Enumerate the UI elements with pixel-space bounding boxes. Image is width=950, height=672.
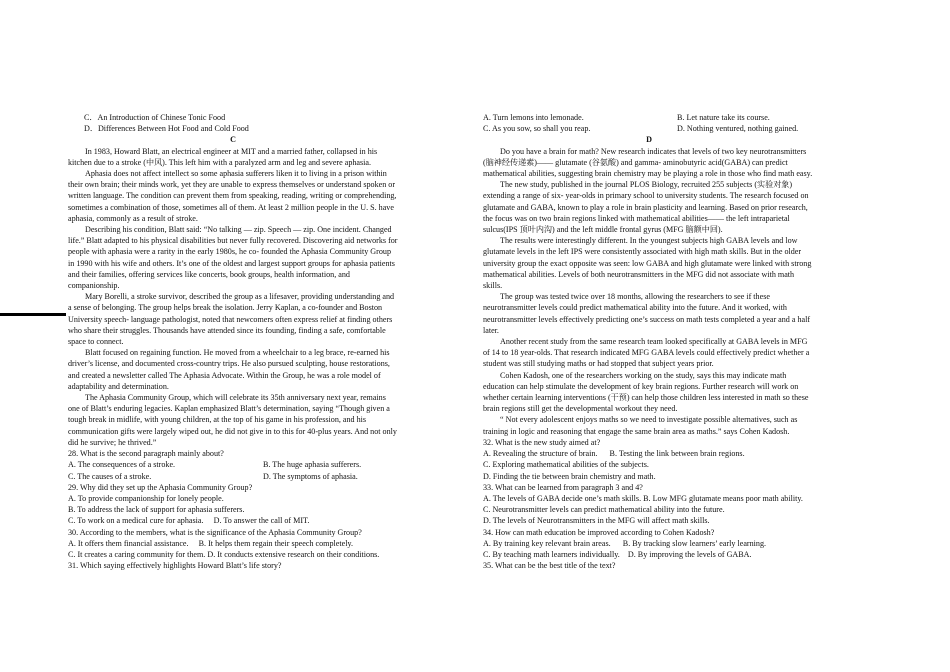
section-c-paragraph: In 1983, Howard Blatt, an electrical engineer at MIT and a married father, collapsed in his kitchen due to a stroke (中风). This left him with a paralyzed arm and leg and severe aphasia. [68, 146, 378, 167]
q29-option-b: B. To address the lack of support for aphasia sufferers. [68, 505, 245, 515]
q31-option-d: D. Nothing ventured, nothing gained. [677, 124, 799, 134]
q33-option-c: C. Neurotransmitter levels can predict mathematical ability into the future. [483, 505, 725, 515]
question-35: 35. What can be the best title of the text? [483, 561, 616, 571]
q32-option-d: D. Finding the tie between brain chemistry and math. [483, 471, 656, 481]
question-31: 31. Which saying effectively highlights Howard Blatt’s life story? [68, 561, 282, 571]
q30-options-ab: A. It offers them financial assistance. B. It helps them regain their speech completely. [68, 538, 353, 548]
section-c-paragraph: Blatt focused on regaining function. He moved from a wheelchair to a leg brace, re-earned his driver’s license, and documented cross-country trips. He also pursued sculpting, house restorations, and created a newsletter called The Aphasia Advocate. Within the Group, he was a role model of adaptability and determination. [68, 348, 390, 391]
q33-options-ab: A. The levels of GABA decide one’s math skills. B. Low MFG glutamate means poor math ability. [483, 493, 803, 503]
q32-options-ab: A. Revealing the structure of brain. B. Testing the link between brain regions. [483, 449, 745, 459]
question-32: 32. What is the new study aimed at? [483, 437, 601, 447]
section-d-paragraph: The results were interestingly different. In the youngest subjects high GABA levels and low glutamate levels in the left IPS were consistently associated with high math skills. But in the older university group the exact opposite was seen: low GABA and high glutamate were linked with strong mathematical abilities. Levels of both neurotransmitters in the MFG did not associate with math skills. [483, 236, 812, 291]
left-column [68, 112, 398, 571]
q34-options-cd: C. By teaching math learners individually. D. By improving the levels of GABA. [483, 549, 752, 559]
section-d-paragraph: Cohen Kadosh, one of the researchers working on the study, says this may indicate math education can help stimulate the development of key brain regions. Further research will work on whether certain learning interventions (干预) can help those children less interested in math so these brain regions still get the developmental workout they need. [483, 370, 809, 414]
section-d-heading: D [646, 135, 652, 145]
q31-options-row-1 [483, 112, 815, 123]
q34-options-ab: A. By training key relevant brain areas. B. By tracking slow learners’ early learning. [483, 538, 767, 548]
q30-options-cd: C. It creates a caring community for them. D. It conducts extensive research on their conditions. [68, 549, 380, 559]
section-d-paragraph: Do you have a brain for math? New research indicates that levels of two key neurotransmitters (脑神经传递素)—— glutamate (谷氨酸) and gamma- aminobutyric acid(GABA) can predict mathematical abilities, suggesting brain chemistry may be playing a role in those who find math easy. [483, 146, 813, 179]
section-d-paragraph: The group was tested twice over 18 months, allowing the researchers to see if these neurotransmitter levels could predict mathematical ability into the future. And it worked, with neurotransmitter levels effectively predicting one’s success on math tests completed a year and a half later. [483, 292, 811, 335]
q31-options-row-2 [483, 123, 815, 134]
section-d-paragraph: Another recent study from the same research team looked specifically at GABA levels in MFG of 14 to 18 year-olds. That research indicated MFG GABA levels could effectively predict whether a student was still studying maths or had stopped that subject years prior. [483, 337, 810, 369]
q28-options-row-1 [68, 459, 398, 470]
section-c-heading: C [230, 135, 236, 145]
question-33: 33. What can be learned from paragraph 3 and 4? [483, 482, 643, 492]
prev-option-c: C．An Introduction of Chinese Tonic Food [84, 113, 226, 122]
section-c-paragraph: Describing his condition, Blatt said: “No talking — zip. Speech — zip. One incident. Changed life.” Blatt adapted to his physical disabilities but never fully recovered. Discovering aid networks for people with aphasia were a rarity in the early 1980s, he co- founded the Aphasia Community Group in 1990 with his wife and others. It’s one of the oldest and largest support groups for aphasia patients and their families, offering services like concerts, book groups, health information, and companionship. [68, 225, 398, 291]
prev-option-d: D．Differences Between Hot Food and Cold Food [84, 124, 249, 134]
section-c-paragraph: Aphasia does not affect intellect so some aphasia sufferers liken it to living in a prison within their own brain; their minds work, yet they are unable to express themselves or understand spoken or written language. The condition can prevent them from speaking, reading, writing or comprehending, sometimes a combination of those, sometimes all of them. At least 2 million people in the U. S. have aphasia, commonly as a result of stroke. [68, 169, 397, 223]
section-c-paragraph: Mary Borelli, a stroke survivor, described the group as a lifesaver, providing understanding and a sense of belonging. The group helps break the isolation. Jerry Kaplan, a co-founder and Boston University speech- language pathologist, noted that newcomers often express relief at finding others who share their struggles. Thousands have attended since its founding, finding a safe, comfortable space to connect. [68, 292, 395, 347]
q28-option-b: B. The huge aphasia sufferers. [263, 460, 362, 470]
q31-option-c: C. As you sow, so shall you reap. [483, 124, 591, 134]
section-c-paragraph: The Aphasia Community Group, which will celebrate its 35th anniversary next year, remains one of Blatt’s enduring legacies. Kaplan emphasized Blatt’s determination, saying “Though given a tough break in midlife, with young children, at the top of his game in his profession, and his communication gifts were largely wiped out, he did not give in to this for 40-plus years. And not only did he survive; he thrived.” [68, 393, 397, 447]
question-34: 34. How can math education be improved according to Cohen Kadosh? [483, 527, 715, 537]
q29-options-cd: C. To work on a medical cure for aphasia. D. To answer the call of MIT. [68, 516, 310, 526]
section-d-paragraph: “ Not every adolescent enjoys maths so we need to investigate possible alternatives, such as training in logic and reasoning that engage the same brain area as maths.” says Cohen Kadosh. [483, 415, 798, 436]
question-30: 30. According to the members, what is the significance of the Aphasia Community Group? [68, 527, 362, 537]
q32-option-c: C. Exploring mathematical abilities of the subjects. [483, 460, 649, 470]
q33-option-d: D. The levels of Neurotransmitters in the MFG will affect math skills. [483, 516, 710, 526]
q28-option-d: D. The symptoms of aphasia. [263, 471, 358, 481]
q31-option-b: B. Let nature take its course. [677, 113, 770, 122]
q28-options-row-2 [68, 471, 398, 482]
question-29: 29. Why did they set up the Aphasia Community Group? [68, 482, 253, 492]
question-28: 28. What is the second paragraph mainly about? [68, 449, 224, 459]
margin-black-bar [0, 313, 66, 316]
right-column [483, 112, 815, 571]
q28-option-c: C. The causes of a stroke. [68, 471, 152, 481]
q31-option-a: A. Turn lemons into lemonade. [483, 113, 584, 122]
q28-option-a: A. The consequences of a stroke. [68, 460, 176, 470]
section-d-paragraph: The new study, published in the journal PLOS Biology, recruited 255 subjects (实验对象) extending a range of six- year-olds in primary school to university students. The research focused on glutamate and GABA, known to play a role in brain plasticity and learning. Based on prior research, the focus was on two brain regions linked with mathematical abilities—— the left intraparietal sulcus(IPS 顶叶内沟) and the left middle frontal gyrus (MFG 脑额中回). [483, 180, 809, 235]
q29-option-a: A. To provide companionship for lonely people. [68, 493, 224, 503]
